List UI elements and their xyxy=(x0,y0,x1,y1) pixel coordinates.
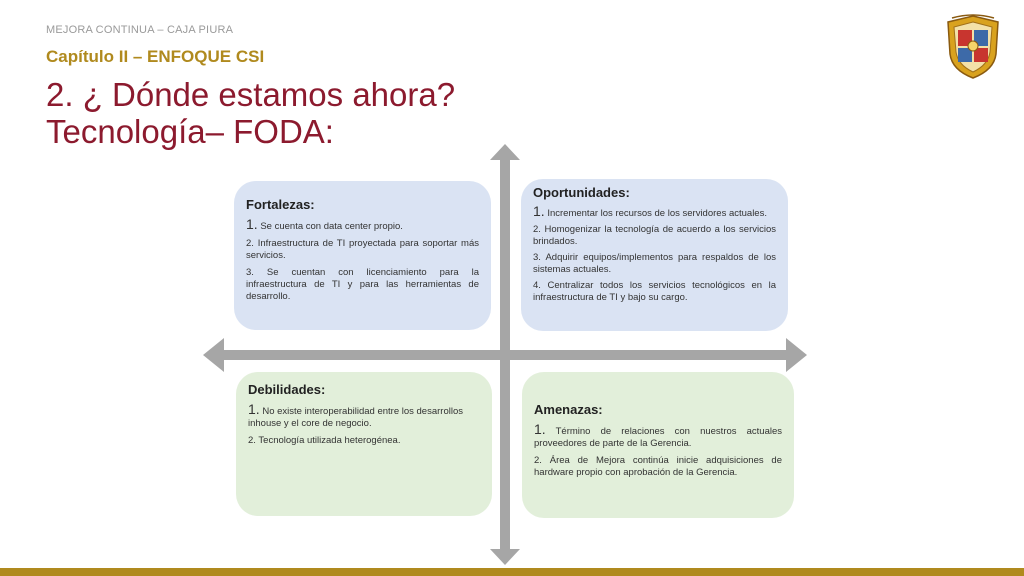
item-number: 3. xyxy=(246,267,254,278)
item-number: 3. xyxy=(533,252,541,263)
list-item xyxy=(246,267,479,303)
quadrant-fortalezas xyxy=(234,181,491,330)
item-number: 2. xyxy=(533,224,541,235)
item-text: Se cuenta con data center propio. xyxy=(260,221,403,232)
item-text: Centralizar todos los servicios tecnológicos en la infraestructura de TI y bajo su cargo. xyxy=(533,280,776,303)
chapter-subtitle: Capítulo II – ENFOQUE CSI xyxy=(46,47,265,66)
item-text: Área de Mejora continúa inicie adquisiciones de hardware propio con aprobación de la Gerencia. xyxy=(534,455,782,478)
item-text: Homogenizar la tecnología de acuerdo a los servicios brindados. xyxy=(533,224,776,247)
quadrant-debilidades xyxy=(236,372,492,516)
item-text: Incrementar los recursos de los servidores actuales. xyxy=(547,208,767,219)
quadrant-title: Debilidades: xyxy=(248,382,326,397)
list-item xyxy=(246,238,479,262)
list-item xyxy=(248,435,480,447)
item-text: Infraestructura de TI proyectada para soportar más servicios. xyxy=(246,238,480,261)
list-item xyxy=(533,252,776,276)
item-number: 1. xyxy=(533,203,545,219)
item-text: Término de relaciones con nuestros actuales proveedores de parte de la Gerencia. xyxy=(534,426,783,449)
list-item xyxy=(534,423,782,450)
quadrant-title: Fortalezas: xyxy=(246,197,315,212)
page-title-line-1: 2. ¿ Dónde estamos ahora? xyxy=(46,76,456,113)
list-item xyxy=(533,224,776,248)
item-number: 1. xyxy=(246,216,258,232)
item-number: 2. xyxy=(246,238,254,249)
quadrant-oportunidades xyxy=(521,179,788,331)
page-title-line-2: Tecnología– FODA: xyxy=(46,113,334,150)
quadrant-title: Oportunidades: xyxy=(533,185,630,200)
bottom-accent-bar xyxy=(0,568,1024,576)
list-item xyxy=(246,218,479,233)
item-text: No existe interoperabilidad entre los desarrollos inhouse y el core de negocio. xyxy=(248,406,463,429)
header-top-line: MEJORA CONTINUA – CAJA PIURA xyxy=(46,24,234,36)
quadrant-amenazas xyxy=(522,372,794,518)
quadrant-title: Amenazas: xyxy=(534,402,603,417)
list-item xyxy=(534,455,782,479)
list-item xyxy=(248,403,480,430)
item-text: Tecnología utilizada heterogénea. xyxy=(258,435,401,446)
list-item xyxy=(533,280,776,304)
item-number: 2. xyxy=(248,435,256,446)
list-item xyxy=(533,205,776,220)
item-number: 4. xyxy=(533,280,541,291)
item-text: Adquirir equipos/implementos para respaldos de los sistemas actuales. xyxy=(533,252,777,275)
item-number: 1. xyxy=(248,401,260,417)
item-number: 1. xyxy=(534,421,546,437)
item-number: 2. xyxy=(534,455,542,466)
item-text: Se cuentan con licenciamiento para la infraestructura de TI y para las herramientas de desarrollo. xyxy=(246,267,479,302)
